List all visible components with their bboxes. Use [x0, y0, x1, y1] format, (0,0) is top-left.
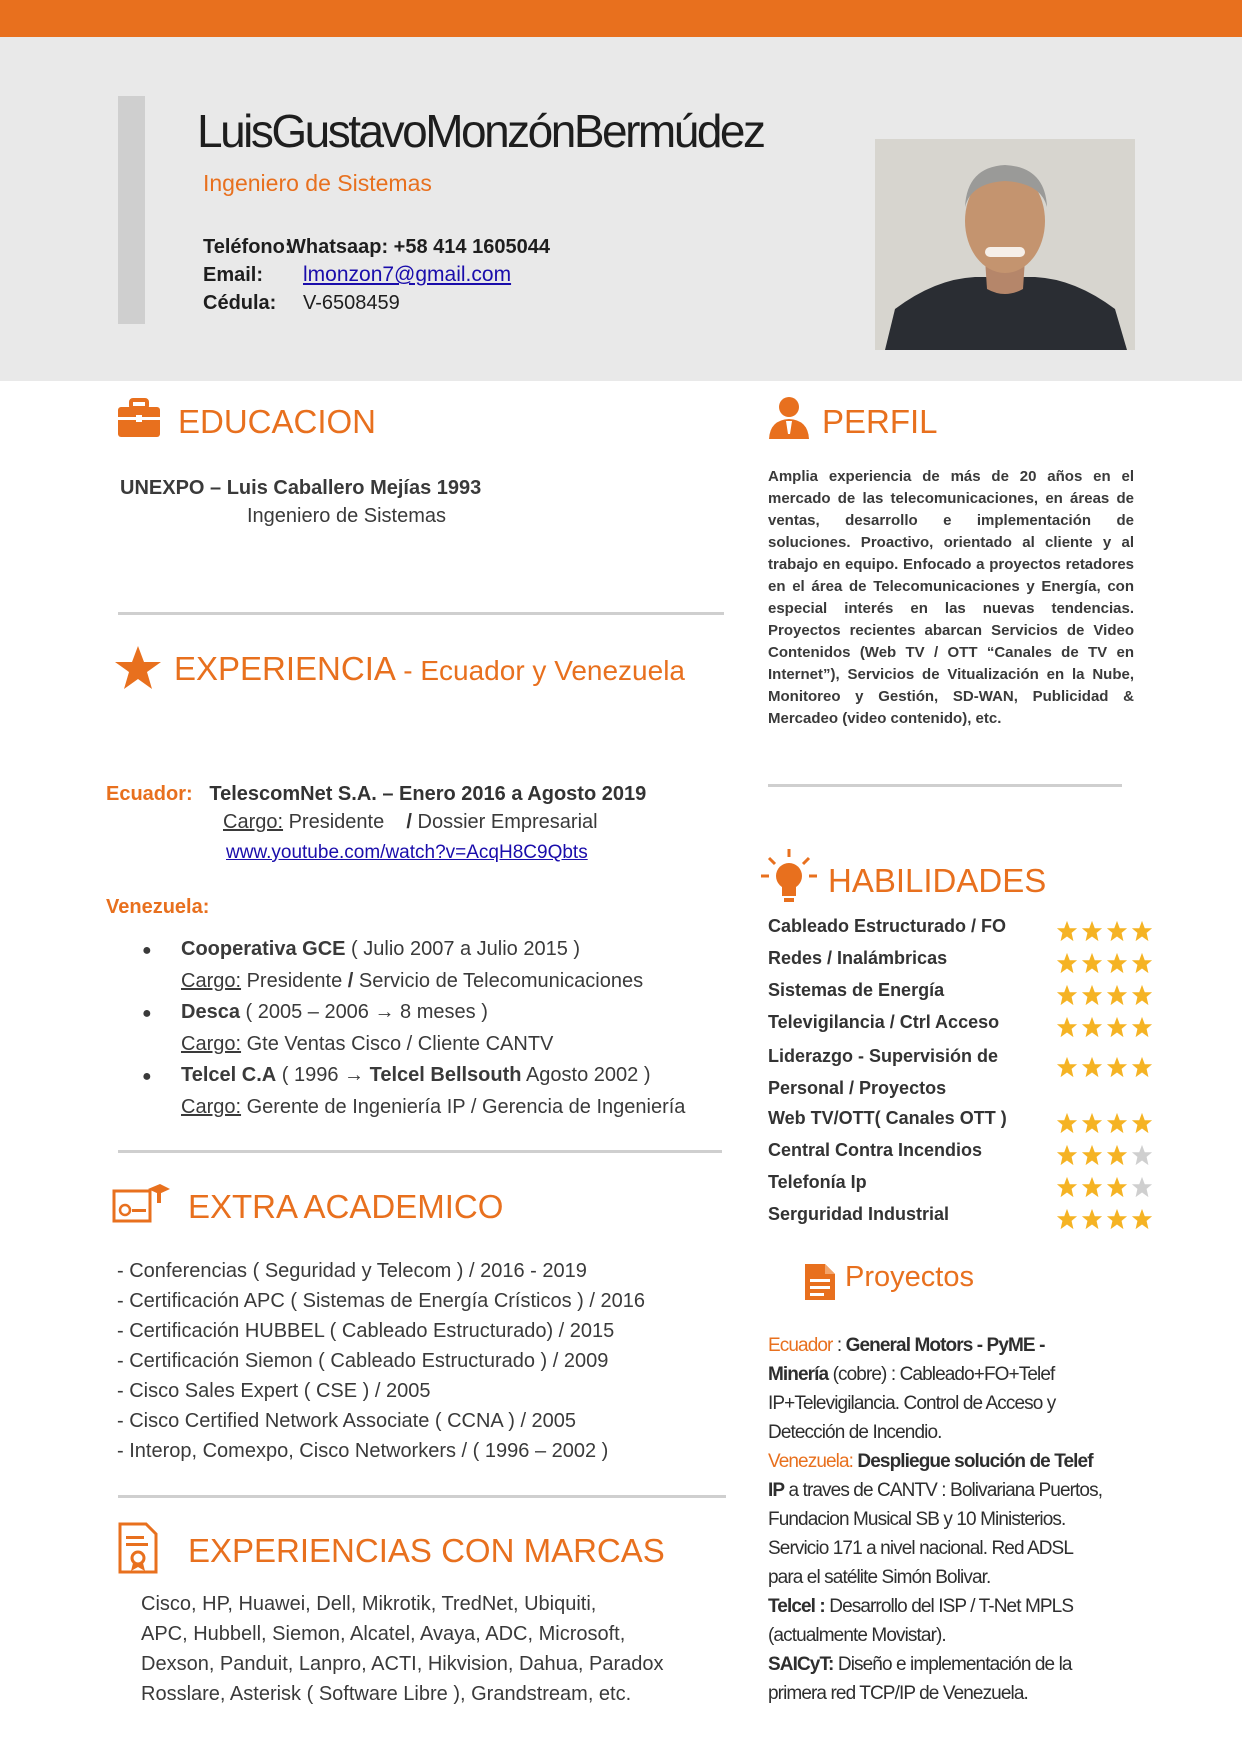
- experience-ecuador: [106, 780, 646, 836]
- skills-title: HABILIDADES: [828, 862, 1047, 899]
- list-item: - Certificación Siemon ( Cableado Estructurado ) / 2009: [117, 1350, 609, 1372]
- phone-label: Teléfono:: [203, 236, 292, 258]
- skill-name: Liderazgo - Supervisión de Personal / Proyectos: [768, 1046, 999, 1098]
- skill-rating: [1056, 1208, 1153, 1230]
- document-award-icon: [118, 1522, 160, 1574]
- star-filled-icon: [1056, 920, 1078, 942]
- star-filled-icon: [1106, 920, 1128, 942]
- document-icon: [804, 1263, 836, 1301]
- star-icon: [114, 645, 162, 691]
- star-filled-icon: [1081, 920, 1103, 942]
- skill-rating: [1056, 1144, 1153, 1166]
- star-filled-icon: [1106, 952, 1128, 974]
- ecuador-company: TelescomNet S.A. – Enero 2016 a Agosto 2019: [209, 783, 647, 805]
- skill-name: Web TV/OTT( Canales OTT ): [768, 1108, 1007, 1128]
- star-filled-icon: [1056, 984, 1078, 1006]
- email-label: Email:: [203, 264, 264, 286]
- skill-name: Serguridad Industrial: [768, 1204, 950, 1224]
- education-entry: [120, 474, 481, 530]
- star-filled-icon: [1106, 1016, 1128, 1038]
- skill-rating: [1056, 920, 1153, 942]
- divider: [118, 1150, 722, 1153]
- list-item-cargo: Cargo: Gerente de Ingeniería IP / Gerencia de Ingeniería: [181, 1096, 686, 1118]
- star-filled-icon: [1131, 1208, 1153, 1230]
- skill-rating: [1056, 984, 1153, 1006]
- star-filled-icon: [1106, 1056, 1128, 1078]
- divider: [118, 1495, 726, 1498]
- skills-list: [768, 914, 1158, 1234]
- list-item: - Certificación APC ( Sistemas de Energía Crísticos ) / 2016: [117, 1290, 645, 1312]
- skill-rating: [1056, 1176, 1153, 1198]
- skill-name: Redes / Inalámbricas: [768, 948, 948, 968]
- youtube-link[interactable]: www.youtube.com/watch?v=AcqH8C9Qbts: [226, 842, 588, 863]
- star-filled-icon: [1131, 984, 1153, 1006]
- id-value: V-6508459: [303, 292, 400, 314]
- star-filled-icon: [1106, 1208, 1128, 1230]
- brands-line: Rosslare, Asterisk ( Software Libre ), Grandstream, etc.: [141, 1683, 632, 1705]
- skill-name: Sistemas de Energía: [768, 980, 945, 1000]
- experience-title-main: EXPERIENCIA: [174, 650, 395, 687]
- venezuela-label: Venezuela:: [106, 896, 210, 918]
- profile-text: Amplia experiencia de más de 20 años en el mercado de las telecomunicaciones, en áreas de ventas, desarrollo e implementación de soluciones. Proactivo, orientado al cliente y al trabajo en equipo. Enfocado a proyectos retadores en el área de Telecomunicaciones y Energía, con especial interés en las nuevas tendencias. Proyectos recientes abarcan Servicios de Video Contenidos (Web TV / OTT “Canales de TV en Internet”), Servicios de Vitualización en la Nube, Monitoreo y Gestión, SD-WAN, Publicidad & Mercadeo (video contenido), etc.: [768, 468, 1134, 727]
- star-empty-icon: [1131, 1176, 1153, 1198]
- person-icon: [768, 396, 810, 440]
- ecuador-label: Ecuador:: [106, 783, 193, 805]
- top-accent-bar: [0, 0, 1242, 37]
- star-filled-icon: [1106, 1176, 1128, 1198]
- projects-text: Ecuador : General Motors - PyME - Minería (cobre) : Cableado+FO+Telef IP+Televigilancia. Control de Acceso y Detección de Incendio. Venezuela: Despliegue solución de Telef IP a traves de CANTV : Bolivariana Puertos, Fundacion Musical SB y 10 Ministerios. Servicio 171 a nivel nacional. Red ADSL para el satélite Simón Bolivar. Telcel : Desarrollo del ISP / T-Net MPLS (actualmente Movistar). SAICyT: Diseño e implementación de la primera red TCP/IP de Venezuela.: [768, 1335, 1103, 1704]
- brands-line: APC, Hubbell, Siemon, Alcatel, Avaya, ADC, Microsoft,: [141, 1623, 626, 1645]
- experience-subtitle: - Ecuador y Venezuela: [403, 655, 685, 686]
- certificate-icon: [112, 1183, 170, 1225]
- ecuador-cargo-extra: Dossier Empresarial: [417, 811, 598, 833]
- list-item: - Cisco Sales Expert ( CSE ) / 2005: [117, 1380, 431, 1402]
- skill-name: Cableado Estructurado / FO: [768, 916, 1007, 936]
- brands-title: EXPERIENCIAS CON MARCAS: [188, 1532, 665, 1569]
- skill-rating: [1056, 1112, 1153, 1134]
- skill-row: [768, 978, 1158, 1010]
- star-filled-icon: [1056, 1208, 1078, 1230]
- ecuador-cargo-label: Cargo:: [223, 811, 284, 833]
- list-item-cargo: Cargo: Gte Ventas Cisco / Cliente CANTV: [181, 1033, 554, 1055]
- skill-name: Central Contra Incendios: [768, 1140, 983, 1160]
- projects-title: Proyectos: [845, 1261, 974, 1293]
- venezuela-list: [142, 934, 685, 1123]
- skill-row: [768, 914, 1158, 946]
- list-item: - Certificación HUBBEL ( Cableado Estructurado) / 2015: [117, 1320, 615, 1342]
- star-filled-icon: [1056, 1016, 1078, 1038]
- divider: [768, 784, 1122, 787]
- star-filled-icon: [1081, 1176, 1103, 1198]
- list-item: - Conferencias ( Seguridad y Telecom ) / 2016 - 2019: [117, 1260, 587, 1282]
- list-item: - Cisco Certified Network Associate ( CCNA ) / 2005: [117, 1410, 577, 1432]
- skill-row: [768, 1106, 1158, 1138]
- education-degree: Ingeniero de Sistemas: [247, 505, 447, 527]
- skill-rating: [1056, 1056, 1153, 1078]
- star-filled-icon: [1081, 952, 1103, 974]
- star-filled-icon: [1056, 952, 1078, 974]
- skill-row: [768, 1170, 1158, 1202]
- candidate-name: LuisGustavoMonzónBermúdez: [197, 105, 764, 157]
- star-filled-icon: [1081, 1056, 1103, 1078]
- email-row: [203, 261, 550, 289]
- extra-list: [117, 1256, 645, 1466]
- skill-rating: [1056, 1016, 1153, 1038]
- briefcase-icon: [117, 398, 161, 438]
- star-filled-icon: [1106, 1144, 1128, 1166]
- star-filled-icon: [1106, 984, 1128, 1006]
- star-filled-icon: [1131, 952, 1153, 974]
- brands-list: [141, 1589, 664, 1709]
- star-filled-icon: [1056, 1056, 1078, 1078]
- list-item: ● Cooperativa GCE ( Julio 2007 a Julio 2015 ): [142, 938, 581, 960]
- star-filled-icon: [1081, 1112, 1103, 1134]
- star-filled-icon: [1131, 920, 1153, 942]
- header-side-bar: [118, 96, 145, 324]
- brands-line: Cisco, HP, Huawei, Dell, Mikrotik, TredNet, Ubiquiti,: [141, 1593, 597, 1615]
- email-link[interactable]: lmonzon7@gmail.com: [303, 263, 512, 286]
- star-filled-icon: [1131, 1016, 1153, 1038]
- star-filled-icon: [1081, 1208, 1103, 1230]
- list-item-cargo: Cargo: Presidente / Servicio de Telecomunicaciones: [181, 970, 644, 992]
- profile-photo: [875, 139, 1135, 350]
- skill-row: [768, 1042, 1158, 1106]
- star-filled-icon: [1056, 1112, 1078, 1134]
- star-filled-icon: [1131, 1112, 1153, 1134]
- skill-row: [768, 946, 1158, 978]
- star-filled-icon: [1106, 1112, 1128, 1134]
- ecuador-cargo-sep: /: [400, 811, 418, 833]
- star-filled-icon: [1056, 1144, 1078, 1166]
- list-item: ● Telcel C.A ( 1996 → Telcel Bellsouth Agosto 2002 ): [142, 1064, 651, 1086]
- experience-title: [174, 650, 685, 688]
- star-filled-icon: [1081, 1016, 1103, 1038]
- star-filled-icon: [1131, 1056, 1153, 1078]
- extra-title: EXTRA ACADEMICO: [188, 1188, 504, 1225]
- star-empty-icon: [1131, 1144, 1153, 1166]
- brands-line: Dexson, Panduit, Lanpro, ACTI, Hikvision, Dahua, Paradox: [141, 1653, 664, 1675]
- education-school: UNEXPO – Luis Caballero Mejías 1993: [120, 477, 482, 499]
- contact-block: [203, 233, 550, 317]
- list-item: ● Desca ( 2005 – 2006 → 8 meses ): [142, 1001, 488, 1023]
- star-filled-icon: [1081, 1144, 1103, 1166]
- phone-value: Whatsaap: +58 414 1605044: [287, 236, 550, 258]
- star-filled-icon: [1081, 984, 1103, 1006]
- divider: [118, 612, 724, 615]
- skill-row: [768, 1138, 1158, 1170]
- profile-title: PERFIL: [822, 403, 938, 440]
- skill-row: [768, 1010, 1158, 1042]
- lightbulb-icon: [760, 848, 818, 906]
- id-row: [203, 289, 550, 317]
- id-label: Cédula:: [203, 292, 277, 314]
- list-item: - Interop, Comexpo, Cisco Networkers / ( 1996 – 2002 ): [117, 1440, 609, 1462]
- phone-row: [203, 233, 550, 261]
- skill-row: [768, 1202, 1158, 1234]
- skill-name: Televigilancia / Ctrl Acceso: [768, 1012, 1000, 1032]
- skill-name: Telefonía Ip: [768, 1172, 867, 1192]
- star-filled-icon: [1056, 1176, 1078, 1198]
- skill-rating: [1056, 952, 1153, 974]
- education-title: EDUCACION: [178, 403, 377, 440]
- ecuador-cargo-value: Presidente: [283, 811, 385, 833]
- candidate-title: Ingeniero de Sistemas: [203, 170, 432, 196]
